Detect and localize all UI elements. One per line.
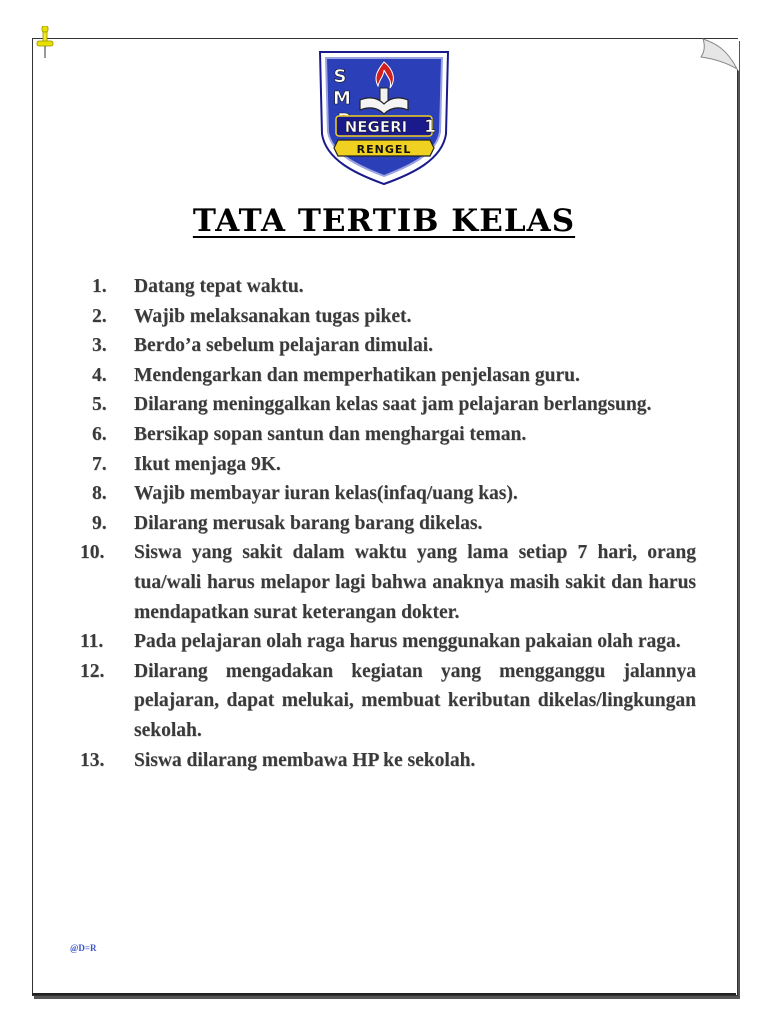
list-item-text: Pada pelajaran olah raga harus menggunakan pakaian olah raga. xyxy=(134,631,681,653)
list-item xyxy=(88,361,696,391)
logo-school-name: NEGERI xyxy=(344,118,408,136)
list-item-number: 1. xyxy=(92,276,107,297)
list-item-text: Wajib membayar iuran kelas(infaq/uang kas). xyxy=(134,483,518,505)
list-item-text: Mendengarkan dan memperhatikan penjelasan guru. xyxy=(134,364,580,386)
list-item-text: Datang tepat waktu. xyxy=(134,276,304,297)
rules-list xyxy=(80,272,696,775)
list-item-number: 5. xyxy=(92,394,107,416)
list-item xyxy=(88,420,696,450)
list-item-text: Dilarang merusak barang barang dikelas. xyxy=(134,512,483,534)
list-item xyxy=(88,479,696,509)
footer-signature: @D=R xyxy=(70,943,97,953)
list-item xyxy=(88,331,696,361)
list-item-number: 13. xyxy=(80,749,105,771)
list-item-text: Dilarang mengadakan kegiatan yang mengganggu jalannya pelajaran, dapat melukai, membuat keributan dikelas/lingkungan sekolah. xyxy=(134,660,696,741)
logo-letter-m: M xyxy=(333,88,351,109)
page-title-text: TATA TERTIB KELAS xyxy=(192,203,576,239)
list-item xyxy=(88,450,696,480)
list-item-text: Siswa yang sakit dalam waktu yang lama setiap 7 hari, orang tua/wali harus melapor lagi bahwa anaknya masih sakit dan harus mendapatkan surat keterangan dokter. xyxy=(134,542,696,623)
logo-number: 1 xyxy=(424,117,436,137)
page-title xyxy=(0,203,768,239)
list-item-text: Dilarang meninggalkan kelas saat jam pelajaran berlangsung. xyxy=(134,394,652,416)
list-item-number: 11. xyxy=(80,631,104,653)
school-logo xyxy=(316,48,452,186)
list-item-number: 10. xyxy=(80,542,105,564)
list-item-text: Wajib melaksanakan tugas piket. xyxy=(134,305,412,327)
list-item xyxy=(80,746,696,776)
list-item-text: Siswa dilarang membawa HP ke sekolah. xyxy=(134,749,476,771)
list-item-number: 4. xyxy=(92,364,107,386)
list-item xyxy=(88,509,696,539)
list-item-number: 7. xyxy=(92,453,107,475)
pushpin-icon xyxy=(34,26,56,60)
list-item xyxy=(80,627,696,657)
list-item xyxy=(88,302,696,332)
page-curl-icon xyxy=(697,37,739,71)
list-item-text: Ikut menjaga 9K. xyxy=(134,453,281,475)
list-item-number: 3. xyxy=(92,335,107,357)
list-item xyxy=(88,272,696,302)
logo-location: RENGEL xyxy=(356,143,412,156)
logo-letter-s: S xyxy=(333,66,347,87)
list-item xyxy=(80,538,696,627)
list-item xyxy=(80,657,696,746)
list-item-number: 12. xyxy=(80,660,105,682)
page-edge-divider xyxy=(32,993,736,995)
list-item-number: 9. xyxy=(92,512,107,534)
list-item-text: Berdo’a sebelum pelajaran dimulai. xyxy=(134,335,434,357)
list-item-number: 8. xyxy=(92,483,107,505)
list-item-number: 6. xyxy=(92,423,107,445)
list-item-number: 2. xyxy=(92,305,107,327)
list-item xyxy=(88,390,696,420)
list-item-text: Bersikap sopan santun dan menghargai teman. xyxy=(134,423,527,445)
